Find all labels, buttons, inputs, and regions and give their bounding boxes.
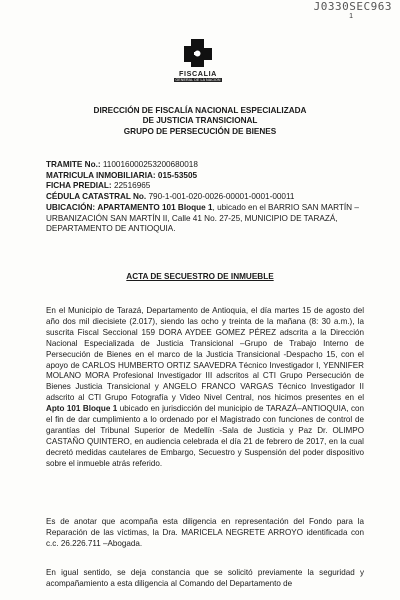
document-heading xyxy=(0,106,400,137)
ubicacion-row xyxy=(46,203,364,235)
body-paragraph-3: En igual sentido, se deja constancia que se solicitó previamente la seguridad y acompañamiento a esta diligencia al Comando del Departamento de xyxy=(46,568,364,588)
body-paragraph-1 xyxy=(46,306,364,470)
page-number: 1 xyxy=(349,13,353,20)
logo-subtitle: GENERAL DE LA NACIÓN xyxy=(175,78,221,82)
tramite-row xyxy=(46,160,364,171)
fiscalia-logo xyxy=(174,38,222,82)
tramite-label: TRAMITE No.: xyxy=(46,160,101,169)
ubicacion-bold: APARTAMENTO 101 Bloque 1 xyxy=(97,202,213,212)
p1-text-b: ubicado en jurisdicción del municipio de TARAZÁ–ANTIOQUIA, con el fin de dar cumplimiento a lo ordenado por el Magistrado con funciones de control de garantías del Tribunal Superior de Medellín -Sala de Justicia y Paz Dr. OLIMPO CASTAÑO QUINTERO, en audiencia celebrada el día 21 de febrero de 2017, en la cual decretó medidas cautelares de Embargo, Secuestro y Suspensión del poder dispositivo sobre el inmueble atrás referido. xyxy=(46,404,364,468)
matricula-label: MATRICULA INMOBILIARIA: xyxy=(46,170,156,180)
property-identifiers xyxy=(46,160,364,235)
cedula-row xyxy=(46,192,364,203)
logo-word: FISCALIA xyxy=(179,69,217,78)
heading-line-2: DE JUSTICIA TRANSICIONAL xyxy=(142,116,258,126)
ficha-label: FICHA PREDIAL: xyxy=(46,181,112,191)
cedula-value: 790-1-001-020-0026-00001-0001-00011 xyxy=(148,192,295,202)
body-paragraph-2: Es de anotar que acompaña esta diligencia en representación del Fondo para la Reparación de las víctimas, la Dra. MARICELA NEGRETE ARROYO identificada con c.c. 26.226.711 –Abogada. xyxy=(46,517,364,548)
heading-line-1: DIRECCIÓN DE FISCALÍA NACIONAL ESPECIALIZADA xyxy=(93,106,307,115)
puzzle-logo-icon xyxy=(183,38,213,68)
matricula-row xyxy=(46,171,364,182)
acta-title: ACTA DE SECUESTRO DE INMUEBLE xyxy=(126,272,274,281)
ubicacion-label: UBICACIÓN: xyxy=(46,202,96,212)
matricula-value: 015-53505 xyxy=(157,170,198,180)
tramite-value: 110016000253200680018 xyxy=(102,160,198,169)
heading-line-3: GRUPO DE PERSECUCIÓN DE BIENES xyxy=(123,126,277,136)
ficha-row xyxy=(46,181,364,192)
cedula-label: CÉDULA CATASTRAL No. xyxy=(46,192,147,202)
ficha-value: 22516965 xyxy=(113,181,151,191)
ubicacion-rest: , ubicado en el BARRIO SAN MARTÍN –URBANIZACIÓN SAN MARTÍN II, Calle 41 No. 27-25, MUNICIPIO DE TARAZÁ, DEPARTAMENTO DE ANTIOQUIA. xyxy=(46,202,359,234)
handwritten-annotation: J0330SEC963 xyxy=(313,0,392,13)
p1-text-a: En el Municipio de Tarazá, Departamento de Antioquia, el día martes 15 de agosto del año dos mil diecisiete (2.017), siendo las ocho y treinta de la mañana (8: 30 a.m.), la suscrita Fiscal Seccional 159 DORA AYDEE GOMEZ PÉREZ adscrita a la Dirección Nacional Especializada de Justicia Transicional –Grupo de Trabajo Interno de Persecución de Bienes en el marco de la Justicia Transicional -Despacho 15, con el apoyo de CARLOS HUMBERTO ORTIZ SAAVEDRA Técnico Investigador I, YENNIFER MOLANO MORA Profesional Investigador III adscritos al CTI Grupo Persecución de Bienes Justicia Transicional y ANGELO FRANCO VARGAS Técnico Investigador II adscrito al CTI Grupo Fotografía y Video Nivel Central, nos hicimos presentes en el xyxy=(46,306,364,403)
p1-bold: Apto 101 Bloque 1 xyxy=(46,404,118,414)
